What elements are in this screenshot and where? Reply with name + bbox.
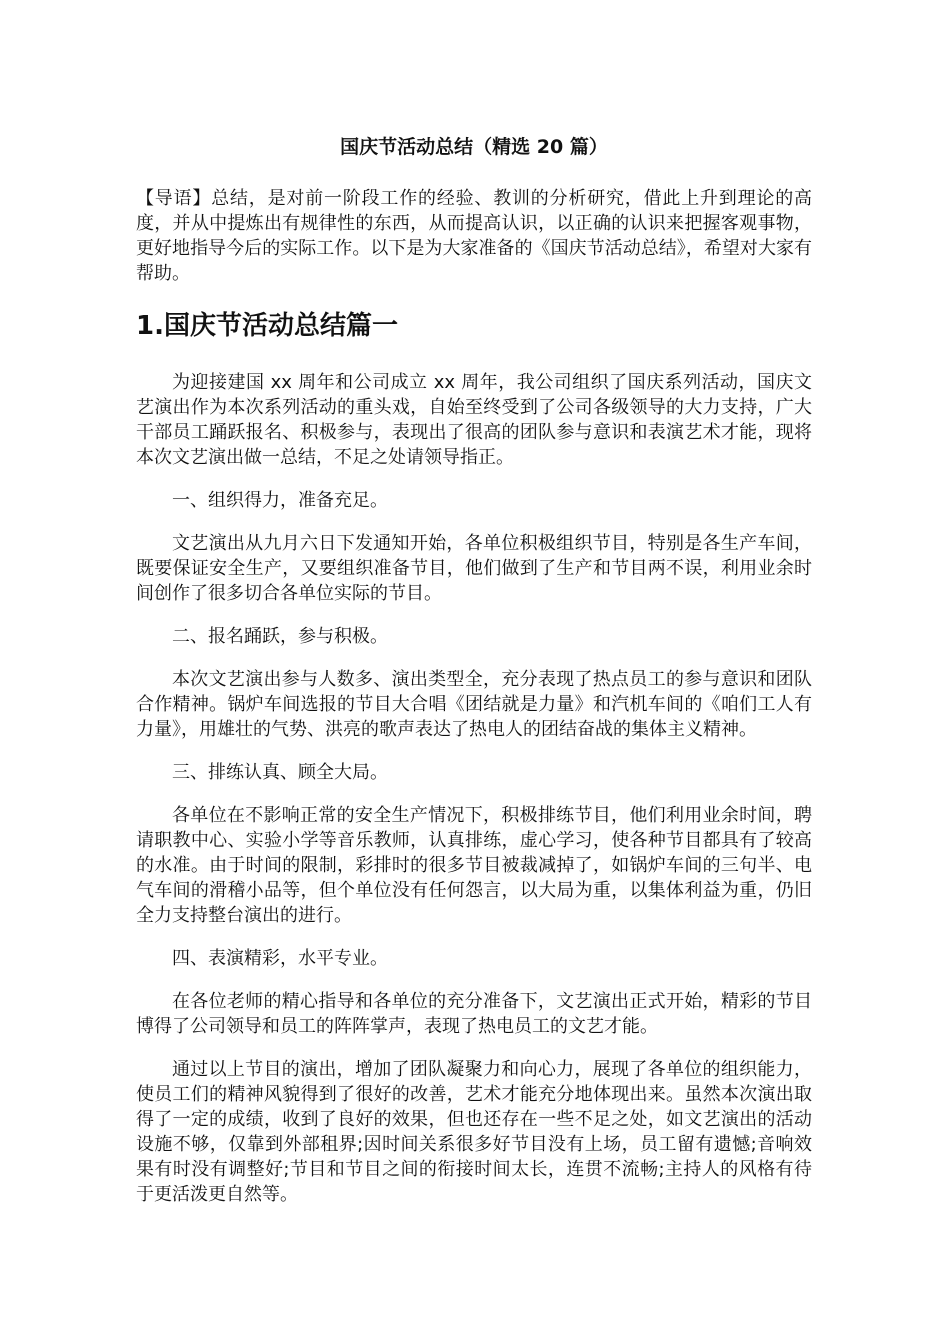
body-paragraph: 通过以上节目的演出，增加了团队凝聚力和向心力，展现了各单位的组织能力，使员工们的精神风貌得到了很好的改善，艺术才能充分地体现出来。虽然本次演出取得了一定的成绩，收到了良好的效果，但也还存在一些不足之处，如文艺演出的活动设施不够，仅靠到外部租界;因时间关系很多好节目没有上场，员工留有遗憾;音响效果有时没有调整好;节目和节目之间的衔接时间太长，连贯不流畅;主持人的风格有待于更活泼更自然等。 xyxy=(136,1059,812,1205)
intro-paragraph: 【导语】总结，是对前一阶段工作的经验、教训的分析研究，借此上升到理论的高度，并从中提炼出有规律性的东西，从而提高认识，以正确的认识来把握客观事物，更好地指导今后的实际工作。以下是为大家准备的《国庆节活动总结》，希望对大家有帮助。 xyxy=(136,188,812,284)
subsection-heading: 三、排练认真、顾全大局。 xyxy=(172,762,388,783)
document-title: 国庆节活动总结（精选 20 篇） xyxy=(340,136,608,158)
section-heading: 1.国庆节活动总结篇一 xyxy=(136,311,398,341)
subsection-heading: 一、组织得力，准备充足。 xyxy=(172,490,388,511)
body-paragraph: 为迎接建国 xx 周年和公司成立 xx 周年，我公司组织了国庆系列活动，国庆文艺演出作为本次系列活动的重头戏，自始至终受到了公司各级领导的大力支持，广大干部员工踊跃报名、积极参与，表现出了很高的团队参与意识和表演艺术才能，现将本次文艺演出做一总结，不足之处请领导指正。 xyxy=(136,372,812,468)
subsection-heading: 四、表演精彩，水平专业。 xyxy=(172,948,388,969)
body-paragraph: 各单位在不影响正常的安全生产情况下，积极排练节目，他们利用业余时间，聘请职教中心、实验小学等音乐教师，认真排练，虚心学习，使各种节目都具有了较高的水准。由于时间的限制，彩排时的很多节目被裁减掉了，如锅炉车间的三句半、电气车间的滑稽小品等，但个单位没有任何怨言，以大局为重，以集体利益为重，仍旧全力支持整台演出的进行。 xyxy=(136,805,812,926)
body-paragraph: 文艺演出从九月六日下发通知开始，各单位积极组织节目，特别是各生产车间，既要保证安全生产，又要组织准备节目，他们做到了生产和节目两不误，利用业余时间创作了很多切合各单位实际的节目。 xyxy=(136,533,812,604)
body-paragraph: 在各位老师的精心指导和各单位的充分准备下，文艺演出正式开始，精彩的节目博得了公司领导和员工的阵阵掌声，表现了热电员工的文艺才能。 xyxy=(136,991,812,1037)
subsection-heading: 二、报名踊跃，参与积极。 xyxy=(172,626,388,647)
document-page xyxy=(136,132,812,1225)
body-paragraph: 本次文艺演出参与人数多、演出类型全，充分表现了热点员工的参与意识和团队合作精神。锅炉车间选报的节目大合唱《团结就是力量》和汽机车间的《咱们工人有力量》，用雄壮的气势、洪亮的歌声表达了热电人的团结奋战的集体主义精神。 xyxy=(136,669,812,740)
